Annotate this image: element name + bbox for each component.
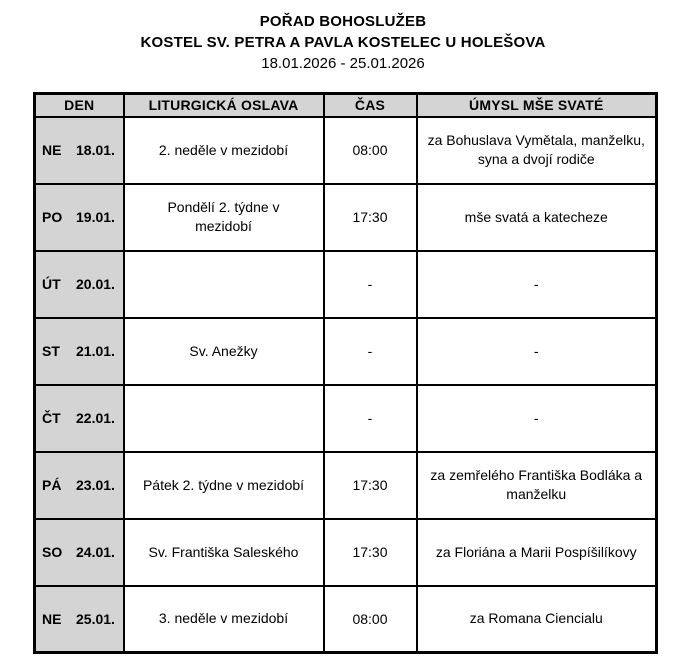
- table-row: [35, 251, 657, 318]
- celebration-cell: Sv. Františka Saleského: [124, 519, 324, 586]
- celebration-cell: Sv. Anežky: [124, 318, 324, 385]
- header-cell-liturgicka-oslava: LITURGICKÁ OSLAVA: [124, 94, 324, 117]
- day-date: 23.01.: [76, 477, 115, 493]
- intention-cell: za Floriána a Marii Pospíšilíkovy: [417, 519, 657, 586]
- day-abbr: ÚT: [42, 276, 61, 292]
- day-abbr: PO: [42, 209, 63, 225]
- day-date: 25.01.: [76, 610, 115, 627]
- time-cell: 17:30: [324, 519, 417, 586]
- day-abbr: PÁ: [42, 477, 62, 493]
- table-row: [35, 519, 657, 586]
- day-date: 20.01.: [76, 276, 115, 292]
- header-cell-den: DEN: [35, 94, 124, 117]
- header-cell-umysl-mse-svate: ÚMYSL MŠE SVATÉ: [417, 94, 657, 117]
- celebration-cell: Pátek 2. týdne v mezidobí: [124, 452, 324, 519]
- day-abbr: SO: [42, 544, 63, 560]
- schedule-table-head: [35, 94, 657, 117]
- intention-cell: za zemřelého Františka Bodláka a manželku: [417, 452, 657, 519]
- table-row: [35, 385, 657, 452]
- time-cell: 17:30: [324, 184, 417, 251]
- celebration-cell: Pondělí 2. týdne v mezidobí: [124, 184, 324, 251]
- table-row: [35, 117, 657, 184]
- header-row: [35, 94, 657, 117]
- schedule-table: [33, 92, 658, 654]
- title-block: [0, 0, 686, 74]
- day-cell: [35, 318, 124, 385]
- day-cell: [35, 117, 124, 184]
- day-abbr: NE: [42, 142, 62, 158]
- schedule-table-body: [35, 117, 657, 653]
- time-cell: 08:00: [324, 117, 417, 184]
- time-cell: 17:30: [324, 452, 417, 519]
- celebration-cell: [124, 251, 324, 318]
- day-abbr: ČT: [42, 410, 61, 426]
- day-cell: [35, 452, 124, 519]
- celebration-cell: 2. neděle v mezidobí: [124, 117, 324, 184]
- time-cell: 08:00: [324, 586, 417, 653]
- table-row: [35, 586, 657, 653]
- celebration-cell: 3. neděle v mezidobí: [124, 586, 324, 653]
- day-date: 18.01.: [76, 142, 115, 158]
- day-cell: [35, 385, 124, 452]
- time-cell: -: [324, 318, 417, 385]
- day-cell: [35, 519, 124, 586]
- intention-cell: -: [417, 251, 657, 318]
- intention-cell: za Bohuslava Vymětala, manželku, syna a dvojí rodiče: [417, 117, 657, 184]
- page-title: POŘAD BOHOSLUŽEB: [259, 13, 427, 30]
- celebration-cell: [124, 385, 324, 452]
- intention-cell: za Romana Ciencialu: [417, 586, 657, 653]
- day-cell: [35, 251, 124, 318]
- date-range: 18.01.2026 - 25.01.2026: [261, 55, 425, 72]
- table-row: [35, 184, 657, 251]
- day-date: 22.01.: [76, 410, 115, 426]
- day-cell: [35, 586, 124, 653]
- day-cell: [35, 184, 124, 251]
- day-date: 24.01.: [76, 544, 115, 560]
- day-date: 21.01.: [76, 343, 115, 359]
- intention-cell: -: [417, 385, 657, 452]
- table-row: [35, 452, 657, 519]
- day-abbr: NE: [42, 610, 62, 627]
- intention-cell: mše svatá a katecheze: [417, 184, 657, 251]
- table-row: [35, 318, 657, 385]
- time-cell: -: [324, 251, 417, 318]
- time-cell: -: [324, 385, 417, 452]
- intention-cell: -: [417, 318, 657, 385]
- day-date: 19.01.: [76, 209, 115, 225]
- header-cell-cas: ČAS: [324, 94, 417, 117]
- day-abbr: ST: [42, 343, 60, 359]
- page-subtitle: KOSTEL SV. PETRA A PAVLA KOSTELEC U HOLEŠOVA: [140, 34, 546, 51]
